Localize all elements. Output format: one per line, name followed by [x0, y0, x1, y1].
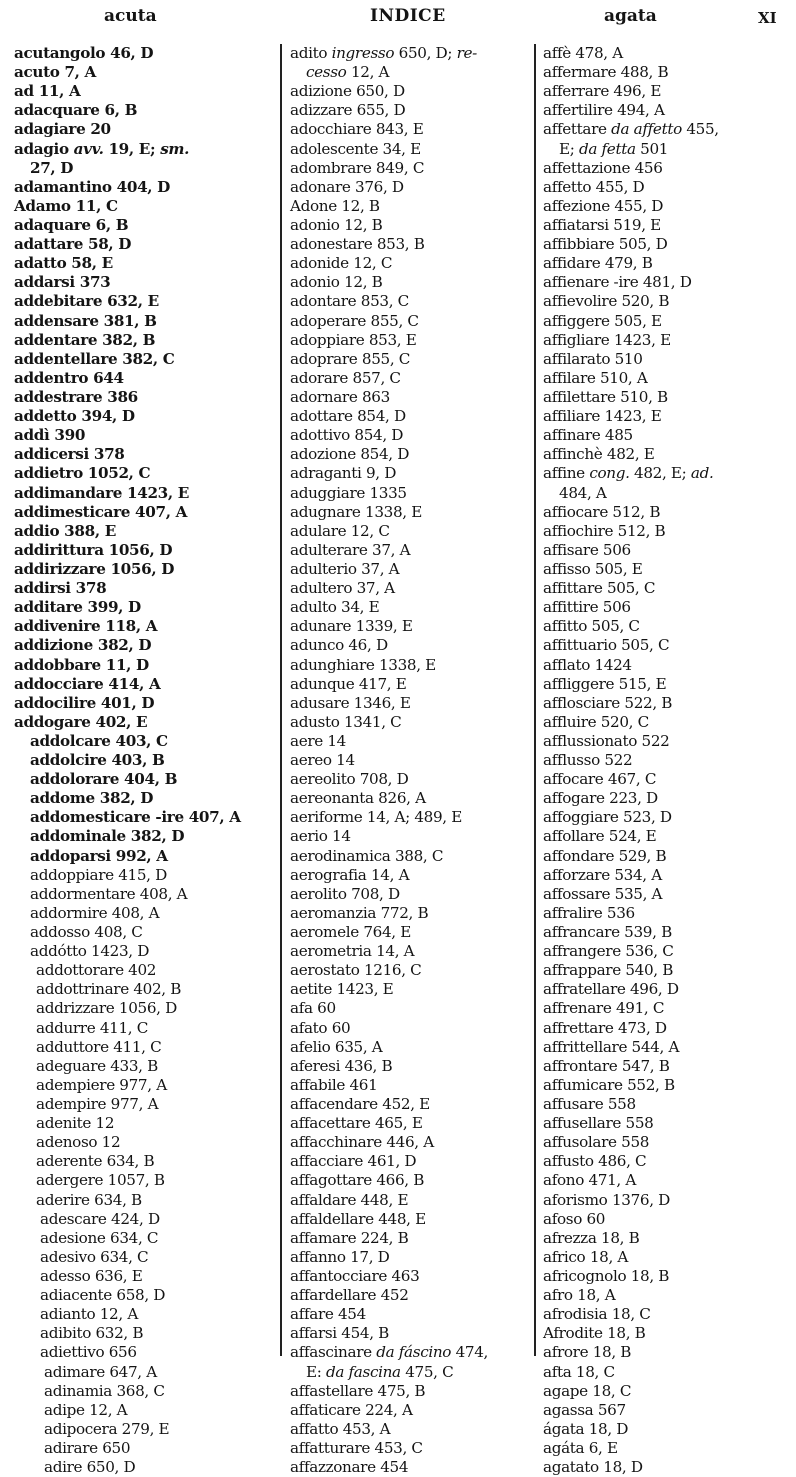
index-entry: adoprare 855, C [290, 349, 411, 368]
index-entry: addicersi 378 [14, 445, 125, 464]
index-entry: aerografia 14, A [290, 865, 410, 884]
index-entry: aderente 634, B [36, 1152, 155, 1171]
index-entry: aerio 14 [290, 827, 351, 846]
index-entry: adornare 863 [290, 387, 390, 406]
index-entry: afrore 18, B [543, 1343, 632, 1362]
index-entry: adoppiare 853, E [290, 330, 417, 349]
index-entry: aderire 634, B [36, 1190, 142, 1209]
index-entry: addótto 1423, D [30, 942, 150, 961]
index-entry: adunghiare 1338, E [290, 655, 436, 674]
index-entry: adinamia 368, C [44, 1381, 165, 1400]
index-entry: addimesticare 407, A [14, 502, 188, 521]
index-entry: affiggere 505, E [543, 311, 662, 330]
index-entry: africognolo 18, B [543, 1267, 670, 1285]
index-entry: adoperare 855, C [290, 311, 419, 330]
index-entry: adonare 376, D [290, 177, 404, 196]
index-entry: adagio avv. 19, E; sm. [14, 139, 190, 158]
index-entry: affusellare 558 [543, 1114, 654, 1133]
index-entry: adibito 632, B [40, 1324, 144, 1343]
index-entry: addobbare 11, D [14, 655, 149, 674]
index-entry: adesso 636, E [40, 1267, 143, 1285]
index-entry: agape 18, C [543, 1381, 632, 1400]
index-entry: cesso 12, A [306, 63, 390, 82]
index-entry: addetto 394, D [14, 407, 135, 426]
index-entry: affusolare 558 [543, 1133, 650, 1152]
index-entry: addio 388, E [14, 521, 116, 540]
index-entry: acutangolo 46, D [14, 44, 154, 62]
index-entry: affazzonare 454 [290, 1458, 409, 1477]
index-entry: addottrinare 402, B [36, 980, 182, 999]
index-entry: affertilire 494, A [543, 101, 665, 120]
index-entry: affilarato 510 [543, 349, 643, 368]
index-entry: affascinare da fáscino 474, [290, 1343, 489, 1362]
index-entry: adunare 1339, E [290, 617, 413, 636]
index-entry: addocilire 401, D [14, 693, 155, 712]
index-entry: affezione 455, D [543, 196, 664, 215]
index-entry: ágata 18, D [543, 1419, 629, 1438]
index-entry: adempiere 977, A [36, 1075, 167, 1094]
index-entry: adaquare 6, B [14, 215, 129, 234]
index-entry: adamantino 404, D [14, 177, 170, 196]
index-entry: aetite 1423, E [290, 980, 394, 999]
index-entry: affatturare 453, C [290, 1438, 423, 1457]
index-entry: agassa 567 [543, 1400, 626, 1419]
index-column-1 [14, 44, 276, 1477]
index-entry: adergere 1057, B [36, 1171, 165, 1190]
index-column-2 [290, 44, 532, 1477]
index-entry: affigliare 1423, E [543, 330, 671, 349]
index-entry: adombrare 849, C [290, 158, 425, 177]
index-entry: aferesi 436, B [290, 1056, 393, 1075]
index-entry: adorare 857, C [290, 368, 401, 387]
index-entry: adulterio 37, A [290, 559, 400, 578]
index-entry: affumicare 552, B [543, 1075, 675, 1094]
index-entry: addentro 644 [14, 368, 124, 387]
index-entry: aereonanta 826, A [290, 789, 426, 808]
index-entry: adempire 977, A [36, 1095, 159, 1114]
index-entry: adottare 854, D [290, 407, 406, 426]
index-entry: adirare 650 [44, 1438, 131, 1457]
index-entry: adenite 12 [36, 1114, 115, 1133]
index-entry: addrizzare 1056, D [36, 999, 177, 1018]
index-entry: addormire 408, A [30, 903, 160, 922]
index-entry: adagiare 20 [14, 120, 111, 139]
index-entry: affaldare 448, E [290, 1190, 409, 1209]
index-entry: affilettare 510, B [543, 387, 668, 406]
index-entry: adunque 417, E [290, 674, 407, 693]
index-entry: adonestare 853, B [290, 235, 425, 254]
index-entry: afta 18, C [543, 1362, 615, 1381]
index-entry: additare 399, D [14, 598, 141, 617]
index-entry: adatto 58, E [14, 254, 113, 273]
index-entry: afa 60 [290, 999, 336, 1018]
index-entry: addottorare 402 [36, 961, 157, 980]
index-entry: affusare 558 [543, 1095, 636, 1114]
index-entry: adattare 58, D [14, 235, 132, 254]
index-entry: adonide 12, C [290, 254, 393, 273]
index-entry: adonio 12, B [290, 273, 383, 292]
index-entry: 484, A [559, 483, 607, 502]
index-entry: affacendare 452, E [290, 1095, 430, 1114]
index-entry: adraganti 9, D [290, 464, 397, 483]
index-entry: afflussionato 522 [543, 731, 670, 750]
index-entry: adizione 650, D [290, 82, 405, 101]
header-title: INDICE [370, 6, 446, 26]
index-entry: adonio 12, B [290, 215, 383, 234]
index-entry: affrangere 536, C [543, 942, 674, 961]
index-entry: afrodisia 18, C [543, 1305, 651, 1324]
column-divider [280, 44, 282, 1356]
index-entry: adescare 424, D [40, 1209, 160, 1228]
index-entry: addirittura 1056, D [14, 540, 173, 559]
index-entry: affitto 505, C [543, 617, 640, 636]
index-entry: affrittellare 544, A [543, 1037, 680, 1056]
index-entry: affibbiare 505, D [543, 235, 668, 254]
index-entry: affrappare 540, B [543, 961, 674, 980]
index-entry: aerolito 708, D [290, 884, 400, 903]
index-entry: addentellare 382, C [14, 349, 175, 368]
index-entry: affocare 467, C [543, 770, 657, 789]
index-entry: affine cong. 482, E; ad. [543, 464, 714, 483]
index-entry: addomesticare -ire 407, A [30, 808, 241, 827]
index-entry: Adone 12, B [290, 196, 380, 215]
index-entry: affoggiare 523, D [543, 808, 672, 827]
index-entry: afflosciare 522, B [543, 693, 673, 712]
index-entry: aerodinamica 388, C [290, 846, 444, 865]
index-entry: afforzare 534, A [543, 865, 662, 884]
index-entry: addimandare 1423, E [14, 483, 189, 502]
index-entry: affatto 453, A [290, 1419, 391, 1438]
index-entry: affiochire 512, B [543, 521, 666, 540]
index-entry: affollare 524, E [543, 827, 657, 846]
index-entry: adduttore 411, C [36, 1037, 162, 1056]
index-entry: adito ingresso 650, D; re- [290, 44, 477, 62]
index-entry: affetto 455, D [543, 177, 645, 196]
index-entry: addensare 381, B [14, 311, 157, 330]
index-entry: affabile 461 [290, 1075, 378, 1094]
index-entry: addormentare 408, A [30, 884, 188, 903]
index-entry: affè 478, A [543, 44, 623, 62]
index-entry: adianto 12, A [40, 1305, 138, 1324]
index-entry: adontare 853, C [290, 292, 409, 311]
index-entry: addurre 411, C [36, 1018, 148, 1037]
column-divider [534, 44, 536, 1356]
index-entry: affacchinare 446, A [290, 1133, 434, 1152]
index-entry: acuto 7, A [14, 63, 96, 82]
index-entry: affralire 536 [543, 903, 635, 922]
index-entry: adesivo 634, C [40, 1247, 149, 1266]
index-entry: adiettivo 656 [40, 1343, 137, 1362]
header-first-entry: acuta [104, 6, 157, 26]
index-entry: affilare 510, A [543, 368, 648, 387]
index-entry: adesione 634, C [40, 1228, 159, 1247]
index-entry: adimare 647, A [44, 1362, 157, 1381]
index-entry: affrenare 491, C [543, 999, 665, 1018]
index-entry: agáta 6, E [543, 1438, 618, 1457]
index-entry: addocciare 414, A [14, 674, 161, 693]
page-number: XI [758, 9, 777, 27]
index-entry: E: da fascina 475, C [306, 1362, 454, 1381]
index-entry: affidare 479, B [543, 254, 653, 273]
index-entry: afflato 1424 [543, 655, 632, 674]
index-entry: affacettare 465, E [290, 1114, 423, 1133]
index-entry: affisso 505, E [543, 559, 643, 578]
index-entry: agatato 18, D [543, 1458, 643, 1477]
index-entry: affienare -ire 481, D [543, 273, 692, 292]
index-entry: affrancare 539, B [543, 923, 672, 942]
index-entry: addizione 382, D [14, 636, 152, 655]
index-entry: adizzare 655, D [290, 101, 406, 120]
index-entry: 27, D [30, 158, 74, 177]
index-entry: affusto 486, C [543, 1152, 647, 1171]
index-entry: afato 60 [290, 1018, 351, 1037]
index-entry: affluire 520, C [543, 712, 649, 731]
index-entry: addolorare 404, B [30, 770, 178, 789]
index-entry: aerostato 1216, C [290, 961, 422, 980]
index-entry: addome 382, D [30, 789, 154, 808]
index-entry: adenoso 12 [36, 1133, 121, 1152]
index-entry: aere 14 [290, 731, 346, 750]
index-entry: addirsi 378 [14, 579, 107, 598]
index-entry: affardellare 452 [290, 1286, 409, 1305]
index-entry: affaldellare 448, E [290, 1209, 426, 1228]
index-entry: aduggiare 1335 [290, 483, 407, 502]
index-entry: affarsi 454, B [290, 1324, 389, 1343]
index-entry: adunco 46, D [290, 636, 388, 655]
index-entry: adipocera 279, E [44, 1419, 170, 1438]
index-entry: afflusso 522 [543, 751, 633, 770]
index-entry: affossare 535, A [543, 884, 663, 903]
index-entry: adocchiare 843, E [290, 120, 424, 139]
index-entry: adipe 12, A [44, 1400, 128, 1419]
index-entry: E; da fetta 501 [559, 139, 669, 158]
index-entry: affratellare 496, D [543, 980, 679, 999]
index-entry: affiliare 1423, E [543, 407, 662, 426]
index-entry: ad 11, A [14, 82, 81, 101]
index-entry: adolescente 34, E [290, 139, 421, 158]
index-entry: Afrodite 18, B [543, 1324, 646, 1343]
index-entry: affinchè 482, E [543, 445, 655, 464]
header-last-entry: agata [604, 6, 657, 26]
index-entry: adusto 1341, C [290, 712, 402, 731]
index-entry: addentare 382, B [14, 330, 156, 349]
index-entry: aeromele 764, E [290, 923, 411, 942]
index-entry: adulterare 37, A [290, 540, 411, 559]
index-entry: affettare da affetto 455, [543, 120, 719, 139]
index-entry: addogare 402, E [14, 712, 148, 731]
index-entry: adottivo 854, D [290, 426, 404, 445]
index-entry: adeguare 433, B [36, 1056, 158, 1075]
index-entry: adacquare 6, B [14, 101, 138, 120]
index-entry: addirizzare 1056, D [14, 559, 175, 578]
index-entry: affievolire 520, B [543, 292, 670, 311]
index-entry: aereolito 708, D [290, 770, 409, 789]
index-entry: affogare 223, D [543, 789, 658, 808]
index-entry: addolcire 403, B [30, 751, 165, 770]
index-entry: addivenire 118, A [14, 617, 158, 636]
index-entry: affittuario 505, C [543, 636, 670, 655]
index-entry: addolcare 403, C [30, 731, 168, 750]
index-entry: afoso 60 [543, 1209, 606, 1228]
index-entry: affiatarsi 519, E [543, 215, 661, 234]
index-entry: aeromanzia 772, B [290, 903, 429, 922]
index-entry: affiocare 512, B [543, 502, 661, 521]
index-column-3 [543, 44, 791, 1477]
index-entry: addoparsi 992, A [30, 846, 168, 865]
index-entry: aforismo 1376, D [543, 1190, 670, 1209]
index-entry: aereo 14 [290, 751, 355, 770]
index-entry: affagottare 466, B [290, 1171, 425, 1190]
index-entry: adulto 34, E [290, 598, 380, 617]
index-entry: affrontare 547, B [543, 1056, 670, 1075]
index-entry: affermare 488, B [543, 63, 669, 82]
index-entry: addoppiare 415, D [30, 865, 167, 884]
index-entry: affinare 485 [543, 426, 633, 445]
index-entry: addestrare 386 [14, 387, 138, 406]
index-entry: afono 471, A [543, 1171, 636, 1190]
index-entry: afro 18, A [543, 1286, 616, 1305]
index-entry: aerometria 14, A [290, 942, 415, 961]
index-entry: affettazione 456 [543, 158, 663, 177]
index-entry: affittare 505, C [543, 579, 656, 598]
index-entry: affondare 529, B [543, 846, 667, 865]
index-entry: aeriforme 14, A; 489, E [290, 808, 462, 827]
index-entry: addietro 1052, C [14, 464, 151, 483]
index-entry: affliggere 515, E [543, 674, 667, 693]
index-entry: adusare 1346, E [290, 693, 411, 712]
index-entry: afelio 635, A [290, 1037, 383, 1056]
index-entry: adire 650, D [44, 1458, 136, 1477]
index-entry: addebitare 632, E [14, 292, 159, 311]
index-entry: affittire 506 [543, 598, 631, 617]
index-entry: affisare 506 [543, 540, 631, 559]
index-entry: afrezza 18, B [543, 1228, 640, 1247]
index-entry: addominale 382, D [30, 827, 185, 846]
index-entry: affastellare 475, B [290, 1381, 426, 1400]
index-entry: addarsi 373 [14, 273, 111, 292]
index-entry: africo 18, A [543, 1247, 629, 1266]
index-entry: affantocciare 463 [290, 1267, 420, 1285]
index-entry: addì 390 [14, 426, 86, 445]
index-entry: adultero 37, A [290, 579, 395, 598]
index-entry: affrettare 473, D [543, 1018, 667, 1037]
running-header [0, 6, 796, 36]
index-entry: affacciare 461, D [290, 1152, 417, 1171]
index-entry: affaticare 224, A [290, 1400, 413, 1419]
index-entry: affamare 224, B [290, 1228, 409, 1247]
index-entry: adozione 854, D [290, 445, 410, 464]
index-entry: adugnare 1338, E [290, 502, 422, 521]
index-entry: Adamo 11, C [14, 196, 118, 215]
index-entry: afferrare 496, E [543, 82, 662, 101]
index-entry: addosso 408, C [30, 923, 143, 942]
index-entry: affanno 17, D [290, 1247, 390, 1266]
index-entry: affare 454 [290, 1305, 366, 1324]
index-entry: adiacente 658, D [40, 1286, 166, 1305]
index-entry: adulare 12, C [290, 521, 390, 540]
